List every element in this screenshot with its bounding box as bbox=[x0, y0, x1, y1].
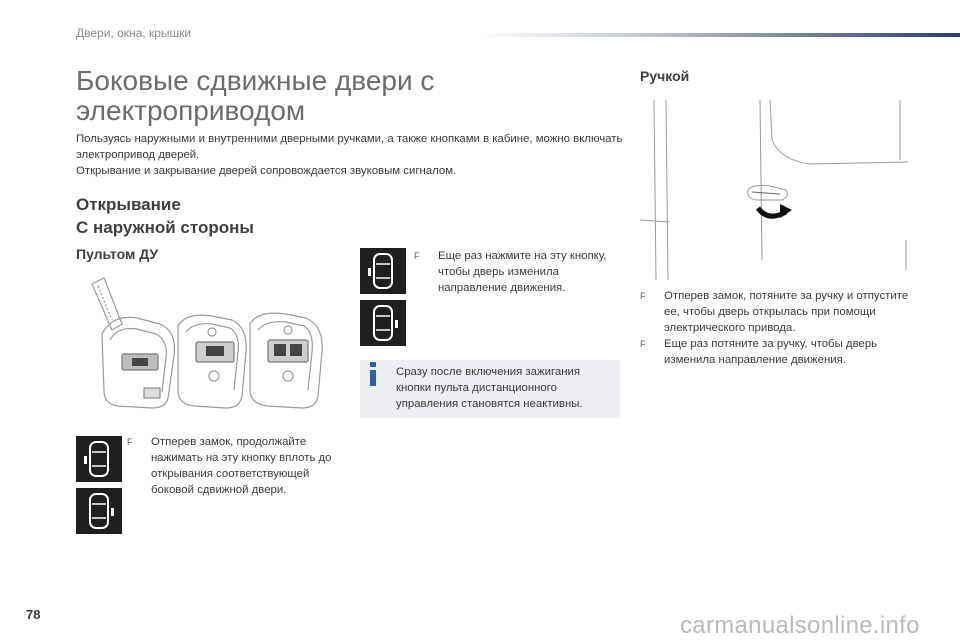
header-rule bbox=[480, 33, 960, 37]
heading-opening: Открывание bbox=[76, 195, 181, 214]
bullet-text: Еще раз потяните за ручку, чтобы дверь изменила направление движения. bbox=[664, 338, 878, 366]
sliding-door-right-icon bbox=[76, 488, 122, 534]
bullet-handle-again bbox=[640, 336, 912, 368]
sliding-door-right-icon bbox=[360, 300, 406, 346]
bullet-handle-pull bbox=[640, 288, 912, 336]
heading-handle: Ручкой bbox=[640, 68, 690, 84]
bullet-mark: F bbox=[640, 339, 646, 349]
page-number: 78 bbox=[26, 607, 41, 622]
bullet-mark: F bbox=[414, 251, 420, 261]
bullet-text: Еще раз нажмите на эту кнопку, чтобы дверь изменила направление движения. bbox=[438, 250, 607, 294]
page-title bbox=[76, 66, 496, 126]
watermark: carmanualsonline.info bbox=[680, 612, 920, 639]
bullet-mark: F bbox=[127, 437, 133, 447]
key-fob-illustration bbox=[82, 276, 332, 416]
bullet-text: Отперев замок, потяните за ручку и отпустите ее, чтобы дверь открылась при помощи электрического привода. bbox=[664, 290, 909, 334]
intro-text bbox=[76, 131, 636, 179]
section-label: Двери, окна, крышки bbox=[76, 26, 192, 40]
bullet-remote-again bbox=[414, 248, 624, 296]
info-icon bbox=[366, 362, 380, 386]
info-text: Сразу после включения зажигания кнопки пульта дистанционного управления становятся неактивны. bbox=[396, 366, 583, 410]
intro-paragraph-1: Пользуясь наружными и внутренними дверными ручками, а также кнопками в кабине, можно включать электропривод дверей. bbox=[76, 133, 623, 161]
bullet-remote-unlock bbox=[127, 434, 332, 498]
bullet-text: Отперев замок, продолжайте нажимать на эту кнопку вплоть до открывания соответствующей боковой сдвижной двери. bbox=[151, 436, 332, 496]
bullet-mark: F bbox=[640, 291, 646, 301]
heading-outside: С наружной стороны bbox=[76, 218, 254, 237]
intro-paragraph-2: Открывание и закрывание дверей сопровождается звуковым сигналом. bbox=[76, 165, 457, 177]
title-line-2: электроприводом bbox=[76, 95, 306, 126]
title-line-1: Боковые сдвижные двери с bbox=[76, 65, 435, 96]
sliding-door-left-icon bbox=[76, 436, 122, 482]
door-handle-illustration bbox=[640, 100, 908, 280]
heading-remote: Пультом ДУ bbox=[76, 246, 159, 262]
sliding-door-left-icon bbox=[360, 248, 406, 294]
